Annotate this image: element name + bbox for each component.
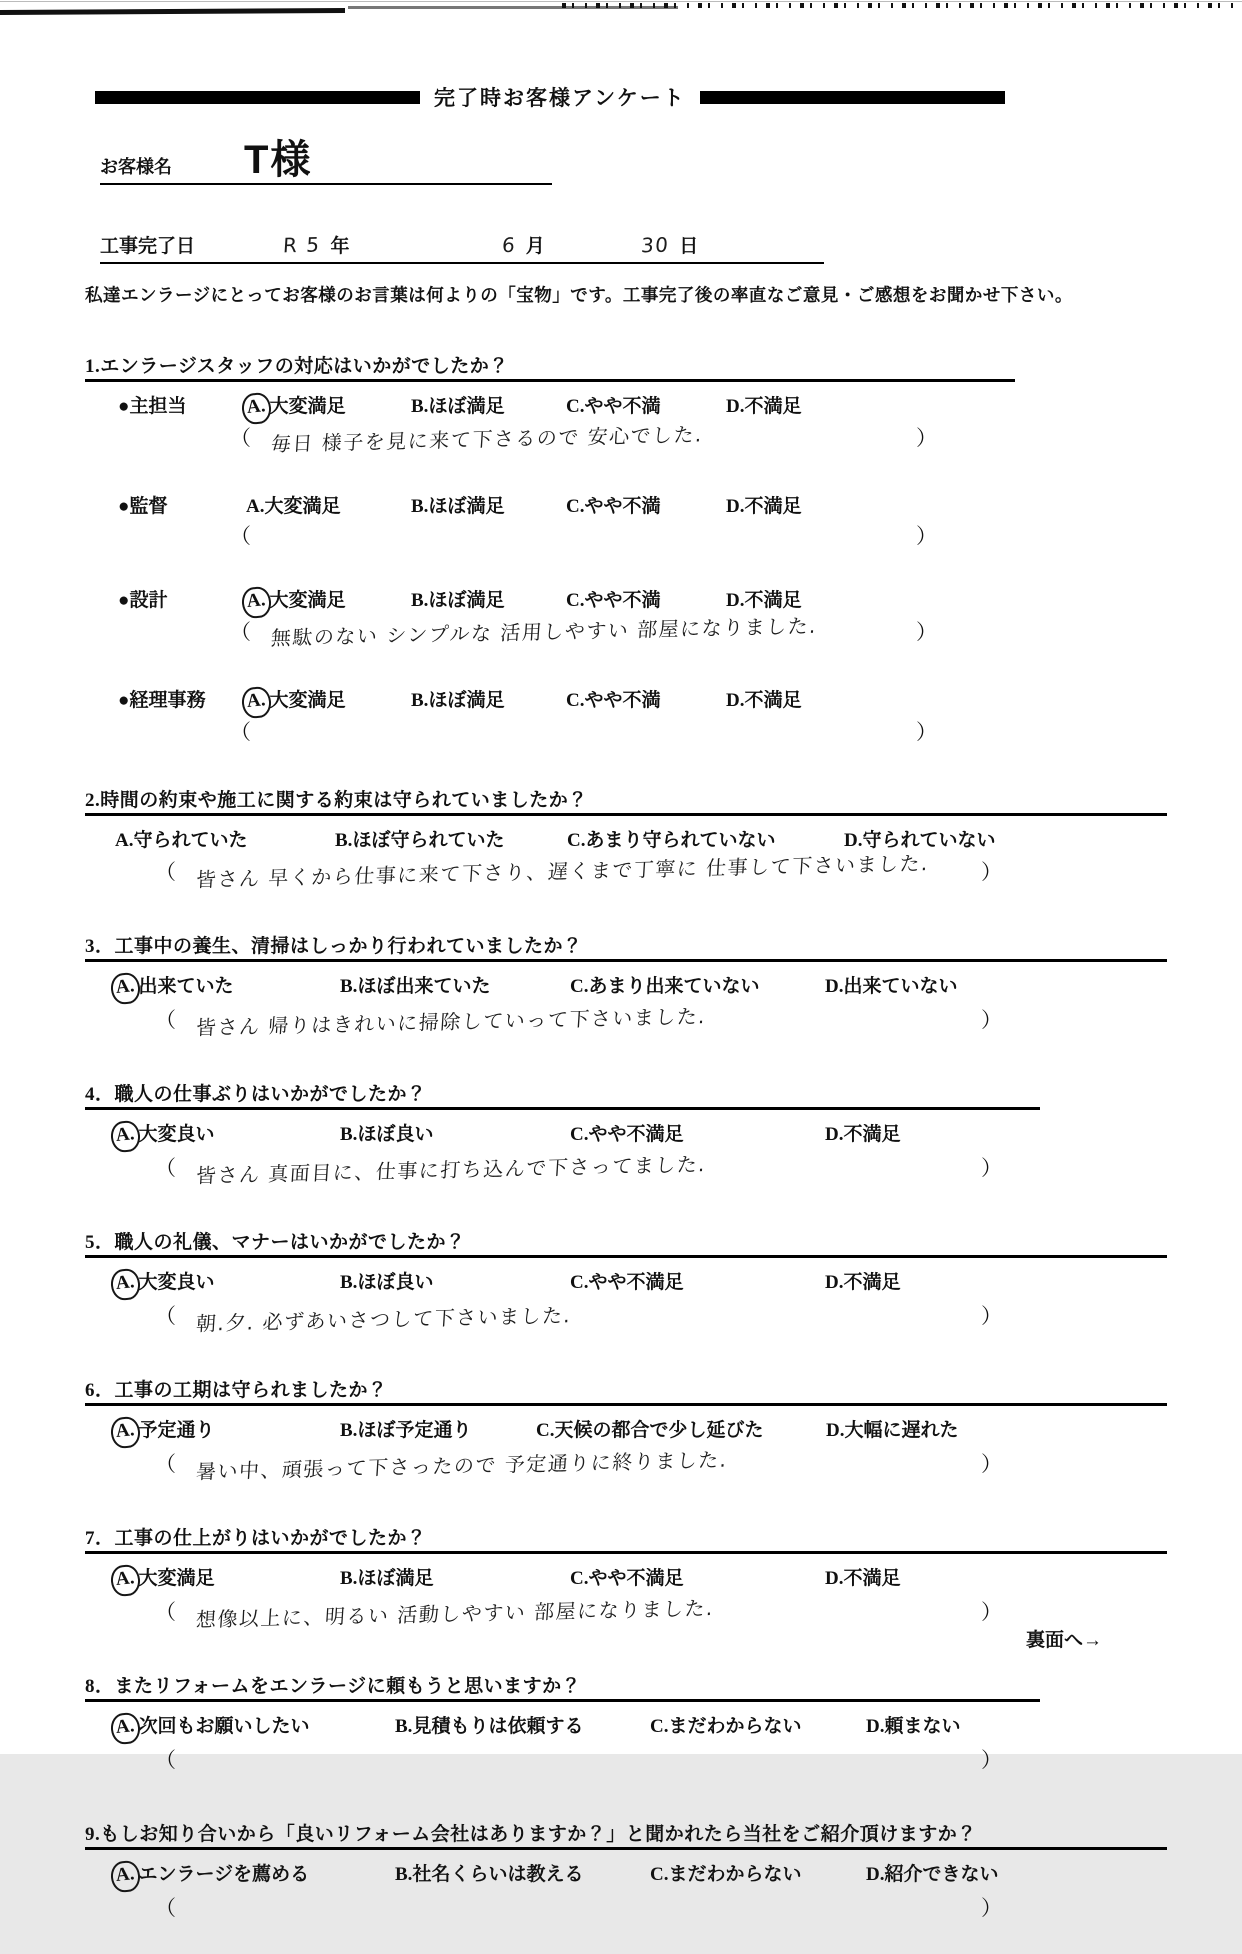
option-d xyxy=(826,1415,1167,1442)
option-letter: B. xyxy=(340,1124,358,1145)
option-label: 大変満足 xyxy=(269,396,346,417)
question-4 xyxy=(85,1079,1167,1214)
option-a xyxy=(246,491,411,518)
option-label: やや不満 xyxy=(584,590,661,611)
completion-date-row xyxy=(100,231,824,264)
question-title: 2.時間の約束や施工に関する約束は守られていましたか？ xyxy=(85,785,1167,816)
option-c xyxy=(566,391,726,418)
option-d xyxy=(825,1563,1167,1590)
paren-open: （ xyxy=(155,1600,176,1624)
option-letter: B. xyxy=(335,830,353,851)
option-letter: D. xyxy=(825,1568,844,1589)
option-label: ほぼ満足 xyxy=(428,590,505,611)
customer-name-value: T様 xyxy=(244,138,313,182)
options-row xyxy=(85,1267,1167,1296)
q1-row-accounting xyxy=(85,685,1167,714)
customer-name-row xyxy=(100,140,552,185)
question-3 xyxy=(85,931,1167,1066)
options-row xyxy=(85,971,1167,1000)
bullet-icon: ● xyxy=(118,396,130,417)
comment-row xyxy=(155,1004,1002,1066)
handwritten-comment: 想像以上に、明るい 活動しやすい 部屋になりました. xyxy=(195,1595,715,1632)
comment-row xyxy=(155,1892,1002,1954)
option-label: やや不満 xyxy=(584,496,661,517)
option-c xyxy=(566,685,726,712)
question-title: 7．工事の仕上がりはいかがでしたか？ xyxy=(85,1523,1167,1554)
paren-close: ） xyxy=(981,1156,1002,1180)
option-c xyxy=(567,825,844,852)
option-b xyxy=(340,1119,570,1146)
option-letter: C. xyxy=(566,690,585,711)
option-b xyxy=(340,971,570,998)
option-label: ほぼ良い xyxy=(357,1272,434,1293)
option-letter: A. xyxy=(240,686,273,720)
option-label: 予定通り xyxy=(138,1420,215,1441)
option-a xyxy=(115,1415,340,1444)
option-d xyxy=(866,1711,1167,1738)
scan-artifact-top xyxy=(0,1,1242,2)
option-c xyxy=(570,971,825,998)
options-row xyxy=(85,1859,1167,1888)
options-row xyxy=(85,1119,1167,1148)
option-letter: C. xyxy=(566,590,585,611)
handwritten-comment: 毎日 様子を見に来て下さるので 安心でした. xyxy=(270,422,704,457)
paren-close: ） xyxy=(916,524,937,548)
paren-close: ） xyxy=(981,1452,1002,1476)
option-b xyxy=(340,1267,570,1294)
option-label: ほぼ満足 xyxy=(428,496,505,517)
option-d xyxy=(726,391,1167,418)
bullet-icon: ● xyxy=(118,590,130,611)
option-b xyxy=(411,685,566,712)
paren-close: ） xyxy=(981,1600,1002,1624)
option-letter: B. xyxy=(340,1272,358,1293)
option-label: 守られていた xyxy=(133,830,248,851)
option-c xyxy=(570,1563,825,1590)
option-c xyxy=(536,1415,826,1442)
option-d xyxy=(825,1267,1167,1294)
comment-row xyxy=(155,1152,1002,1214)
paren-open: （ xyxy=(155,1452,176,1476)
question-title: 1.エンラージスタッフの対応はいかがでしたか？ xyxy=(85,351,1015,382)
option-label: 大変良い xyxy=(138,1124,215,1145)
option-letter: C. xyxy=(567,830,586,851)
paren-close: ） xyxy=(916,620,937,644)
paren-open: （ xyxy=(230,720,251,744)
option-a xyxy=(246,391,411,420)
option-label: やや不満 xyxy=(584,396,661,417)
option-letter: D. xyxy=(726,396,745,417)
option-label: 不満足 xyxy=(843,1568,901,1589)
option-label: エンラージを薦める xyxy=(138,1864,310,1885)
question-title: 4．職人の仕事ぶりはいかがでしたか？ xyxy=(85,1079,1040,1110)
option-label: 不満足 xyxy=(843,1272,901,1293)
option-b xyxy=(411,491,566,518)
option-label: ほぼ満足 xyxy=(357,1568,434,1589)
option-letter: D. xyxy=(726,590,745,611)
option-letter: A. xyxy=(109,1268,142,1302)
option-letter: A. xyxy=(240,586,273,620)
option-letter: A. xyxy=(109,1564,142,1598)
handwritten-comment: 皆さん 真面目に、仕事に打ち込んで下さってました. xyxy=(195,1152,707,1188)
option-letter: A. xyxy=(115,830,134,851)
option-label: 守られていない xyxy=(862,830,996,851)
option-letter: C. xyxy=(570,976,589,997)
option-letter: C. xyxy=(650,1864,669,1885)
date-day-value: 30 xyxy=(640,232,671,258)
option-d xyxy=(825,971,1167,998)
completion-date-label: 工事完了日 xyxy=(100,236,196,257)
option-letter: D. xyxy=(825,976,844,997)
option-letter: D. xyxy=(726,690,745,711)
option-b xyxy=(411,391,566,418)
comment-row xyxy=(155,1448,1002,1510)
option-letter: D. xyxy=(866,1716,885,1737)
option-label: 不満足 xyxy=(744,396,802,417)
row-label: ●監督 xyxy=(118,496,168,517)
option-b xyxy=(340,1563,570,1590)
option-d xyxy=(726,491,1167,518)
intro-text: 私達エンラージにとってお客様のお言葉は何よりの「宝物」です。工事完了後の率直なご意見・ご感想をお聞かせ下さい。 xyxy=(85,285,1073,305)
handwritten-comment: 皆さん 早くから仕事に来て下さり、遅くまで丁寧に 仕事して下さいました. xyxy=(195,851,930,892)
option-letter: D. xyxy=(726,496,745,517)
handwritten-comment: 無駄のない シンプルな 活用しやすい 部屋になりました. xyxy=(270,613,818,651)
option-label: 天候の都合で少し延びた xyxy=(554,1420,764,1441)
options-row xyxy=(85,1711,1167,1740)
option-label: ほぼ満足 xyxy=(428,690,505,711)
paren-close: ） xyxy=(916,426,937,450)
row-label: ●設計 xyxy=(118,590,168,611)
option-d xyxy=(726,685,1167,712)
option-label: あまり出来ていない xyxy=(588,976,760,997)
option-a xyxy=(115,1267,340,1296)
header-bar-left xyxy=(95,91,420,104)
option-a xyxy=(115,1119,340,1148)
option-letter: C. xyxy=(570,1568,589,1589)
date-year-value: R 5 xyxy=(282,232,322,258)
paren-close: ） xyxy=(981,1748,1002,1772)
comment-row xyxy=(230,520,937,576)
comment-row xyxy=(230,716,937,772)
option-letter: B. xyxy=(411,396,429,417)
option-a xyxy=(115,971,340,1000)
option-label: 大変満足 xyxy=(269,690,346,711)
option-label: まだわからない xyxy=(668,1716,802,1737)
option-letter: C. xyxy=(650,1716,669,1737)
option-c xyxy=(650,1711,866,1738)
option-label: ほぼ予定通り xyxy=(357,1420,472,1441)
question-6 xyxy=(85,1375,1167,1510)
question-8 xyxy=(85,1671,1167,1806)
question-title: 9.もしお知り合いから「良いリフォーム会社はありますか？」と聞かれたら当社をご紹介頂けますか？ xyxy=(85,1819,1167,1850)
option-label: 大変満足 xyxy=(269,590,346,611)
option-label: やや不満足 xyxy=(588,1568,684,1589)
paren-close: ） xyxy=(981,860,1002,884)
option-label: 出来ていた xyxy=(138,976,234,997)
option-a xyxy=(246,585,411,614)
paren-open: （ xyxy=(155,1156,176,1180)
option-label: 不満足 xyxy=(744,690,802,711)
option-c xyxy=(570,1119,825,1146)
option-letter: D. xyxy=(825,1124,844,1145)
options-row xyxy=(85,825,1167,852)
option-a xyxy=(115,825,335,852)
option-label: まだわからない xyxy=(668,1864,802,1885)
handwritten-comment: 朝.夕. 必ずあいさつして下さいました. xyxy=(195,1303,573,1336)
question-7 xyxy=(85,1523,1167,1658)
paren-open: （ xyxy=(230,620,251,644)
back-side-note: 裏面へ→ xyxy=(1025,1630,1102,1651)
option-letter: A. xyxy=(109,1712,142,1746)
comment-row xyxy=(155,1300,1002,1362)
date-month-value: 6 xyxy=(500,232,517,258)
paren-close: ） xyxy=(916,720,937,744)
option-label: ほぼ出来ていた xyxy=(357,976,491,997)
comment-row xyxy=(155,851,1002,918)
option-label: 社名くらいは教える xyxy=(412,1864,584,1885)
question-9 xyxy=(85,1819,1167,1954)
option-label: 大変良い xyxy=(138,1272,215,1293)
paren-open: （ xyxy=(155,1896,176,1920)
option-letter: C. xyxy=(570,1124,589,1145)
option-d xyxy=(726,585,1167,612)
question-5 xyxy=(85,1227,1167,1362)
option-letter: A. xyxy=(109,1416,142,1450)
customer-name-label: お客様名 xyxy=(100,157,172,177)
option-d xyxy=(866,1859,1167,1886)
option-label: 頼まない xyxy=(884,1716,961,1737)
scan-artifact-top xyxy=(562,3,1242,8)
option-label: やや不満足 xyxy=(588,1272,684,1293)
option-label: 不満足 xyxy=(843,1124,901,1145)
paren-open: （ xyxy=(155,1748,176,1772)
paren-open: （ xyxy=(230,426,251,450)
bullet-icon: ● xyxy=(118,496,130,517)
header-bar-right xyxy=(700,91,1005,104)
paren-open: （ xyxy=(155,1008,176,1032)
comment-row xyxy=(155,1744,1002,1806)
option-letter: D. xyxy=(825,1272,844,1293)
handwritten-comment: 暑い中、頑張って下さったので 予定通りに終りました. xyxy=(195,1447,729,1484)
option-b xyxy=(340,1415,536,1442)
option-label: ほぼ満足 xyxy=(428,396,505,417)
paren-open: （ xyxy=(155,1304,176,1328)
option-label: やや不満 xyxy=(584,690,661,711)
question-1 xyxy=(85,351,1167,772)
option-letter: B. xyxy=(411,690,429,711)
header xyxy=(0,0,1242,112)
option-letter: A. xyxy=(109,972,142,1006)
option-letter: B. xyxy=(395,1716,413,1737)
option-label: 大幅に遅れた xyxy=(844,1420,959,1441)
option-letter: C. xyxy=(570,1272,589,1293)
option-letter: C. xyxy=(536,1420,555,1441)
row-label: ●経理事務 xyxy=(118,690,206,711)
option-label: 次回もお願いしたい xyxy=(138,1716,310,1737)
option-b xyxy=(395,1859,650,1886)
option-letter: C. xyxy=(566,496,585,517)
option-letter: A. xyxy=(109,1860,142,1894)
row-label: ●主担当 xyxy=(118,396,187,417)
option-a xyxy=(115,1859,395,1888)
comment-row xyxy=(230,422,937,482)
comment-row xyxy=(230,613,937,676)
option-d xyxy=(825,1119,1167,1146)
option-label: 見積もりは依頼する xyxy=(412,1716,584,1737)
option-letter: A. xyxy=(240,392,273,426)
paren-open: （ xyxy=(155,860,176,884)
option-label: 大変満足 xyxy=(138,1568,215,1589)
option-b xyxy=(395,1711,650,1738)
question-title: 8．またリフォームをエンラージに頼もうと思いますか？ xyxy=(85,1671,1040,1702)
question-title: 6．工事の工期は守られましたか？ xyxy=(85,1375,1167,1406)
question-2 xyxy=(85,785,1167,918)
question-title: 5．職人の礼儀、マナーはいかがでしたか？ xyxy=(85,1227,1167,1258)
option-label: 出来ていない xyxy=(843,976,958,997)
option-label: 大変満足 xyxy=(264,496,341,517)
q1-row-supervisor xyxy=(85,491,1167,518)
date-day-suffix: 日 xyxy=(679,236,699,257)
q1-row-main-staff xyxy=(85,391,1167,420)
paren-close: ） xyxy=(981,1896,1002,1920)
option-letter: B. xyxy=(340,1568,358,1589)
option-letter: A. xyxy=(246,496,265,517)
option-label: ほぼ守られていた xyxy=(352,830,505,851)
option-c xyxy=(566,491,726,518)
option-letter: A. xyxy=(109,1120,142,1154)
question-title: 3．工事中の養生、清掃はしっかり行われていましたか？ xyxy=(85,931,1167,962)
comment-row xyxy=(155,1596,1002,1658)
paren-open: （ xyxy=(230,524,251,548)
option-c xyxy=(566,585,726,612)
option-letter: D. xyxy=(826,1420,845,1441)
option-label: あまり守られていない xyxy=(585,830,776,851)
paren-close: ） xyxy=(981,1304,1002,1328)
page-title: 完了時お客様アンケート xyxy=(434,86,686,110)
option-label: やや不満足 xyxy=(588,1124,684,1145)
option-label: ほぼ良い xyxy=(357,1124,434,1145)
option-a xyxy=(246,685,411,714)
option-letter: B. xyxy=(395,1864,413,1885)
bullet-icon: ● xyxy=(118,690,130,711)
option-c xyxy=(650,1859,866,1886)
option-letter: B. xyxy=(340,976,358,997)
option-a xyxy=(115,1711,395,1740)
option-letter: D. xyxy=(866,1864,885,1885)
options-row xyxy=(85,1415,1167,1444)
handwritten-comment: 皆さん 帰りはきれいに掃除していって下さいました. xyxy=(195,1004,707,1040)
option-letter: B. xyxy=(411,496,429,517)
option-letter: B. xyxy=(411,590,429,611)
paren-close: ） xyxy=(981,1008,1002,1032)
option-a xyxy=(115,1563,340,1592)
option-letter: D. xyxy=(844,830,863,851)
q1-row-design xyxy=(85,585,1167,614)
date-month-suffix: 月 xyxy=(525,236,545,257)
date-year-suffix: 年 xyxy=(330,236,350,257)
option-letter: B. xyxy=(340,1420,358,1441)
option-label: 不満足 xyxy=(744,590,802,611)
option-label: 紹介できない xyxy=(884,1864,999,1885)
option-letter: C. xyxy=(566,396,585,417)
option-b xyxy=(411,585,566,612)
option-label: 不満足 xyxy=(744,496,802,517)
options-row xyxy=(85,1563,1167,1592)
option-b xyxy=(335,825,567,852)
option-c xyxy=(570,1267,825,1294)
